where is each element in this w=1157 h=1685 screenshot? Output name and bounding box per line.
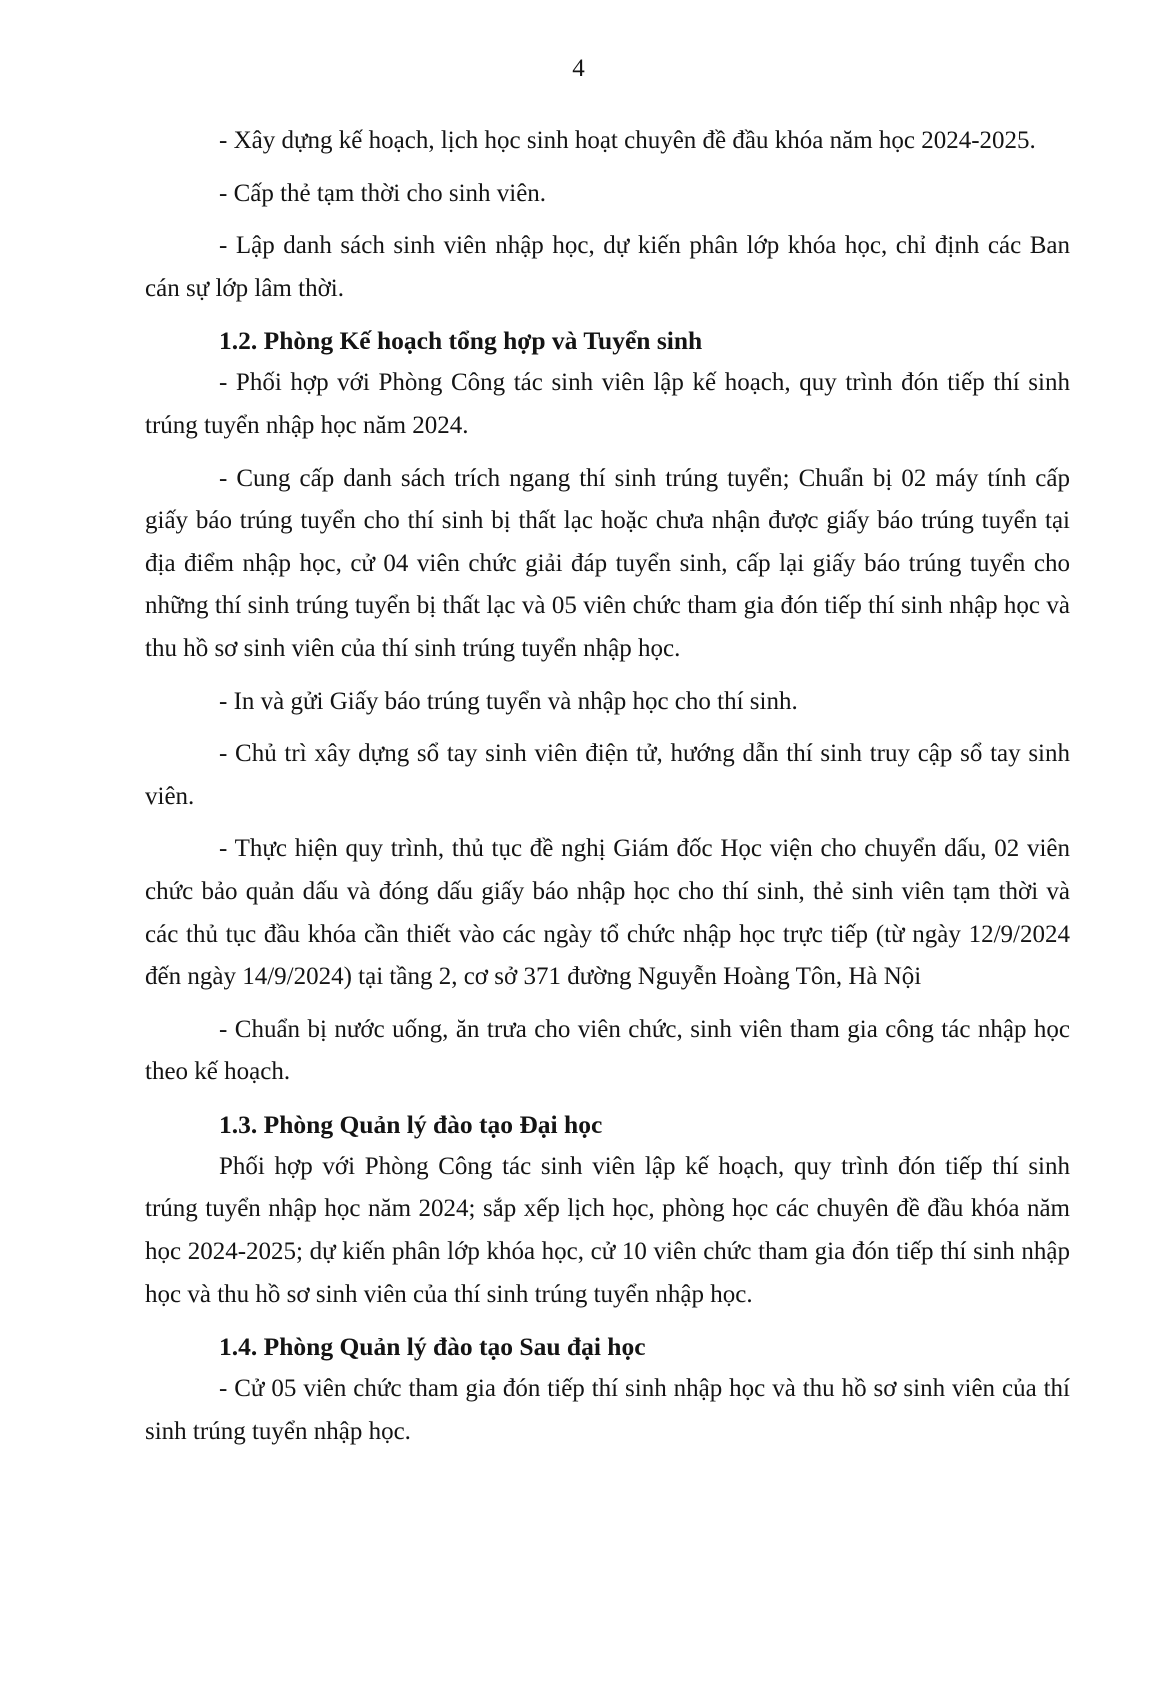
section-heading: 1.3. Phòng Quản lý đào tạo Đại học — [219, 1109, 603, 1139]
paragraph: - Phối hợp với Phòng Công tác sinh viên lập kế hoạch, quy trình đón tiếp thí sinh trúng tuyển nhập học năm 2024. — [145, 369, 1070, 439]
section-1-3 — [145, 1104, 1070, 1316]
paragraph: - Cấp thẻ tạm thời cho sinh viên. — [219, 179, 547, 207]
section-1-2 — [145, 320, 1070, 1094]
paragraph: Phối hợp với Phòng Công tác sinh viên lập kế hoạch, quy trình đón tiếp thí sinh trúng tuyển nhập học năm 2024; sắp xếp lịch học, phòng học các chuyên đề đầu khóa năm học 2024-2025; dự kiến phân lớp khóa học, cử 10 viên chức tham gia đón tiếp thí sinh nhập học và thu hồ sơ sinh viên của thí sinh trúng tuyển nhập học. — [145, 1152, 1070, 1308]
paragraph: - Chuẩn bị nước uống, ăn trưa cho viên chức, sinh viên tham gia công tác nhập học theo kế hoạch. — [145, 1015, 1070, 1086]
section-heading: 1.2. Phòng Kế hoạch tổng hợp và Tuyển sinh — [219, 326, 703, 356]
intro-section — [145, 120, 1070, 310]
section-1-4 — [145, 1326, 1070, 1453]
paragraph: - Lập danh sách sinh viên nhập học, dự kiến phân lớp khóa học, chỉ định các Ban cán sự lớp lâm thời. — [145, 232, 1070, 302]
paragraph: - Cử 05 viên chức tham gia đón tiếp thí sinh nhập học và thu hồ sơ sinh viên của thí sinh trúng tuyển nhập học. — [145, 1375, 1070, 1445]
paragraph: - In và gửi Giấy báo trúng tuyển và nhập học cho thí sinh. — [219, 687, 798, 715]
paragraph: - Cung cấp danh sách trích ngang thí sinh trúng tuyển; Chuẩn bị 02 máy tính cấp giấy báo trúng tuyển cho thí sinh bị thất lạc hoặc chưa nhận được giấy báo trúng tuyển tại địa điểm nhập học, cử 04 viên chức giải đáp tuyển sinh, cấp lại giấy báo trúng tuyển cho những thí sinh trúng tuyển bị thất lạc và 05 viên chức tham gia đón tiếp thí sinh nhập học và thu hồ sơ sinh viên của thí sinh trúng tuyển nhập học. — [145, 464, 1070, 662]
paragraph: - Xây dựng kế hoạch, lịch học sinh hoạt chuyên đề đầu khóa năm học 2024-2025. — [219, 127, 1036, 154]
paragraph: - Thực hiện quy trình, thủ tục đề nghị Giám đốc Học viện cho chuyển dấu, 02 viên chức bảo quản dấu và đóng dấu giấy báo nhập học cho thí sinh, thẻ sinh viên tạm thời và các thủ tục đầu khóa cần thiết vào các ngày tổ chức nhập học trực tiếp (từ ngày 12/9/2024 đến ngày 14/9/2024) tại tầng 2, cơ sở 371 đường Nguyễn Hoàng Tôn, Hà Nội — [145, 835, 1070, 991]
document-body — [145, 120, 1070, 1453]
paragraph: - Chủ trì xây dựng sổ tay sinh viên điện tử, hướng dẫn thí sinh truy cập sổ tay sinh viên. — [145, 740, 1070, 810]
page-number: 4 — [572, 55, 585, 82]
section-heading: 1.4. Phòng Quản lý đào tạo Sau đại học — [219, 1332, 646, 1362]
